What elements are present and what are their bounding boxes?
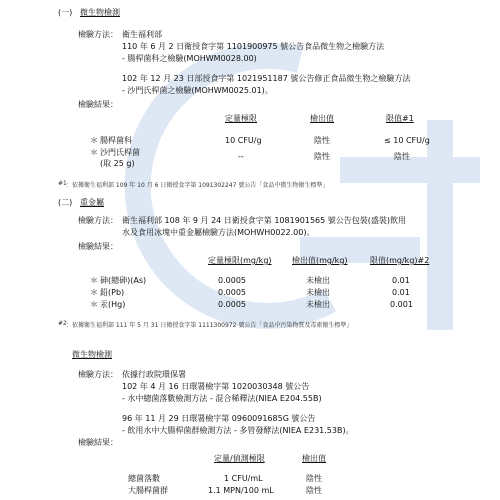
table-row-loq: 0.0005 (218, 300, 246, 309)
section3-result-label: 檢驗結果： (78, 438, 118, 447)
table-row-item: 大腸桿菌群 (128, 486, 168, 495)
section2-method-line: 衛生福利部 108 年 9 月 24 日衛授食字第 1081901565 號公告包裝(盛裝)飲用 (122, 216, 407, 225)
section1-result-label: 檢驗結果： (78, 100, 118, 109)
table-row-bullet: ＊ (90, 276, 98, 285)
table-row-item: 沙門氏桿菌 (100, 148, 140, 157)
table-row-item: 汞(Hg) (100, 300, 126, 309)
section1-method-line: 衛生福利部 (122, 30, 162, 39)
table-row-loq: 1 CFU/mL (224, 474, 263, 483)
table-row-limit: ≤ 10 CFU/g (384, 136, 430, 145)
section1-method-line: 110 年 6 月 2 日衛授食字第 1101900975 號公告食品微生物之檢驗方法 (122, 42, 385, 51)
table-row-bullet: ＊ (90, 288, 98, 297)
table-row-detect: 陰性 (306, 486, 322, 495)
section2-result-label: 檢驗結果： (78, 242, 118, 251)
table-row-detect: 未檢出 (306, 300, 330, 309)
section2-header-limit: 限值(mg/kg)#2 (370, 256, 430, 265)
section3-header-loq: 定量/偵測極限 (214, 454, 265, 463)
table-row-loq: 0.0005 (218, 276, 246, 285)
section2-header-detect: 檢出值(mg/kg) (292, 256, 348, 265)
table-row-detect: 陰性 (314, 152, 330, 161)
table-row-bullet: ＊ (90, 136, 98, 145)
section3-header-detect: 檢出值 (302, 454, 326, 463)
section2-title: 重金屬 (80, 198, 104, 207)
table-row-item: 腸桿菌科 (100, 136, 132, 145)
section3-method-line: 依據行政院環保署 (122, 370, 186, 379)
section1-header-loq: 定量極限 (225, 114, 257, 123)
footnote-text: ：依據衛生福利部 111 年 5 月 31 日衛授食字第 1111300972 號公告「食品中污染物質及毒素衛生標準」 (66, 322, 353, 329)
table-row-detect: 陰性 (314, 136, 330, 145)
table-row-bullet: ＊ (90, 300, 98, 309)
table-row-detect: 未檢出 (306, 288, 330, 297)
section2-method-label: 檢驗方法： (78, 216, 118, 225)
table-row-loq: 0.0005 (218, 288, 246, 297)
table-row-limit: 0.01 (392, 288, 410, 297)
footnote-mark: #2 (58, 320, 67, 327)
section1-header-limit: 限值#1 (386, 114, 414, 123)
table-row-limit: 0.01 (392, 276, 410, 285)
table-row-item: 砷(總砷)(As) (100, 276, 147, 285)
section1-number: (一) (58, 8, 73, 17)
section3-method-line: 96 年 11 月 29 日環署檢字第 0960091685G 號公告 (122, 414, 316, 423)
table-row-bullet: ＊ (90, 148, 98, 157)
section3-title: 微生物檢測 (72, 350, 112, 359)
table-row-item: 鉛(Pb) (100, 288, 125, 297)
footnote-mark: #1 (58, 180, 67, 187)
section1-title: 微生物檢測 (80, 8, 120, 17)
footnote-text: ：依據衛生福利部 109 年 10 月 6 日衛授食字第 1091302247 號公告「食品中微生物衛生標準」 (66, 182, 329, 189)
section1-method-line: 102 年 12 月 23 日部授食字第 1021951187 號公告修正食品微生物之檢驗方法 (122, 74, 411, 83)
table-row-loq: -- (238, 152, 244, 161)
table-row-detect: 陰性 (306, 474, 322, 483)
table-row-limit: 陰性 (394, 152, 410, 161)
table-row-loq: 10 CFU/g (225, 136, 262, 145)
table-row-detect: 未檢出 (306, 276, 330, 285)
table-row-limit: 0.001 (390, 300, 413, 309)
section3-method-line: - 水中總菌落數檢測方法 - 混合稀釋法(NIEA E204.55B) (122, 394, 322, 403)
table-row-item: 總菌落數 (128, 474, 160, 483)
section3-method-label: 檢驗方法： (78, 370, 118, 379)
section2-header-loq: 定量極限(mg/kg) (208, 256, 272, 265)
table-row-loq: 1.1 MPN/100 mL (208, 486, 274, 495)
section1-method-label: 檢驗方法： (78, 30, 118, 39)
section3-method-line: - 飲用水中大腸桿菌群檢測方法 - 多管發酵法(NIEA E231.53B)。 (122, 426, 354, 435)
section3-method-line: 102 年 4 月 16 日環署檢字第 1020030348 號公告 (122, 382, 310, 391)
section2-method-line: 水及食用冰塊中重金屬檢驗方法(MOHWH0022.00)。 (122, 228, 315, 237)
section1-method-line: - 沙門氏桿菌之檢驗(MOHWM0025.01)。 (122, 86, 273, 95)
section1-method-line: - 腸桿菌科之檢驗(MOHWM0028.00) (122, 54, 257, 63)
section1-header-detect: 檢出值 (310, 114, 334, 123)
section2-number: (二) (58, 198, 73, 207)
table-row-item-sub: (取 25 g) (100, 159, 135, 168)
